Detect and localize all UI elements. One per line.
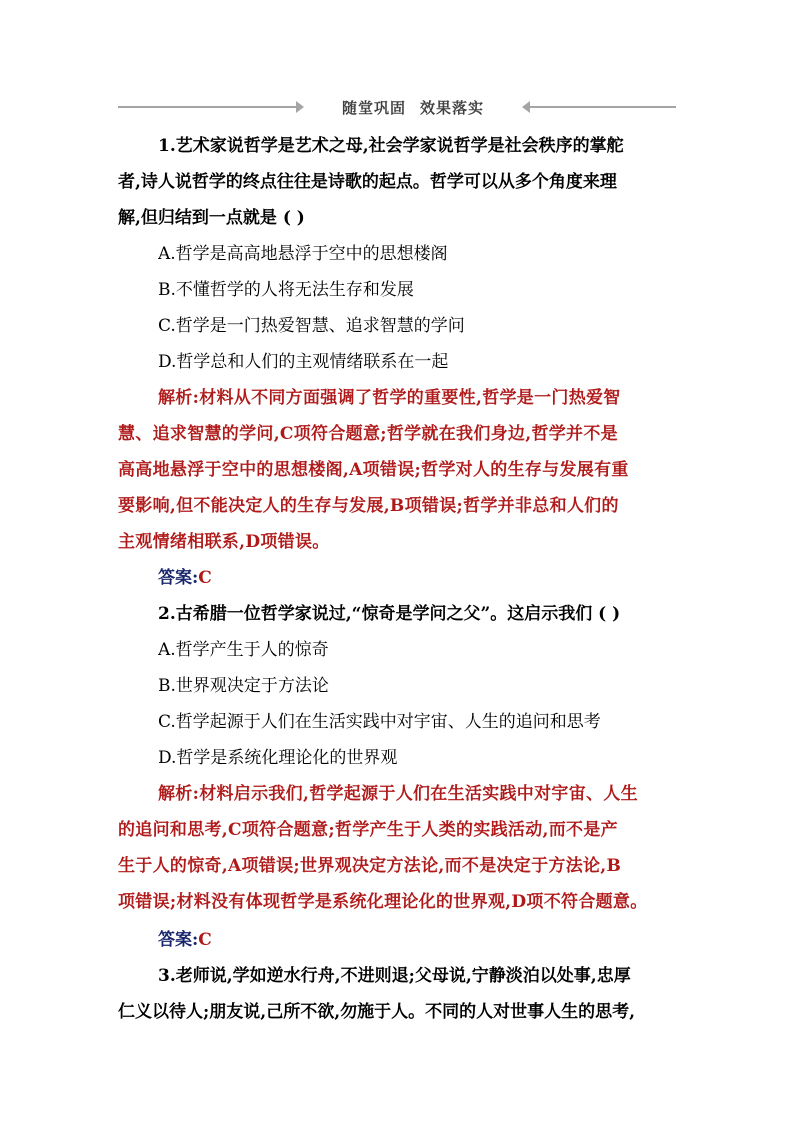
analysis-text: 材料从不同方面强调了哲学的重要性,哲学是一门热爱智 [199, 388, 621, 408]
analysis-label: 解析: [158, 388, 200, 408]
question-1-analysis-line-1 [158, 386, 678, 410]
analysis-text: 材料启示我们,哲学起源于人们在生活实践中对宇宙、人生 [199, 784, 638, 804]
question-1-analysis-line-2: 慧、追求智慧的学问,C项符合题意;哲学就在我们身边,哲学并不是 [118, 424, 618, 444]
question-2-option-b: B.世界观决定于方法论 [158, 676, 329, 696]
question-2-stem-line-1: 2.古希腊一位哲学家说过,“惊奇是学问之父”。这启示我们 ( ) [158, 604, 621, 624]
question-1-option-c: C.哲学是一门热爱智慧、追求智慧的学问 [158, 316, 465, 336]
question-2-answer [158, 928, 678, 952]
question-2-analysis-line-1 [158, 782, 678, 806]
question-1-answer [158, 566, 678, 590]
question-2-option-c: C.哲学起源于人们在生活实践中对宇宙、人生的追问和思考 [158, 712, 601, 732]
header-cap-left [296, 101, 304, 113]
question-1-analysis-line-4: 要影响,但不能决定人的生存与发展,B项错误;哲学并非总和人们的 [118, 496, 619, 516]
question-2-option-d: D.哲学是系统化理论化的世界观 [158, 748, 398, 768]
header-rule-right [530, 106, 676, 108]
question-2-analysis-line-2: 的追问和思考,C项符合题意;哲学产生于人类的实践活动,而不是产 [118, 820, 618, 840]
answer-label: 答案: [158, 930, 199, 950]
question-1-stem-line-3: 解,但归结到一点就是 ( ) [118, 208, 305, 228]
question-1-option-b: B.不懂哲学的人将无法生存和发展 [158, 280, 414, 300]
question-3-stem-line-2: 仁义以待人;朋友说,己所不欲,勿施于人。不同的人对世事人生的思考, [118, 1002, 636, 1022]
answer-value: C [198, 930, 212, 950]
question-2-option-a: A.哲学产生于人的惊奇 [158, 640, 329, 660]
answer-label: 答案: [158, 568, 199, 588]
section-header [118, 96, 676, 118]
question-3-stem-line-1: 3.老师说,学如逆水行舟,不进则退;父母说,宁静淡泊以处事,忠厚 [158, 966, 631, 986]
question-1-option-a: A.哲学是高高地悬浮于空中的思想楼阁 [158, 244, 448, 264]
question-1-option-d: D.哲学总和人们的主观情绪联系在一起 [158, 352, 449, 372]
question-1-analysis-line-3: 高高地悬浮于空中的思想楼阁,A项错误;哲学对人的生存与发展有重 [118, 460, 629, 480]
section-title [308, 96, 518, 118]
question-2-analysis-line-3: 生于人的惊奇,A项错误;世界观决定方法论,而不是决定于方法论,B [118, 856, 622, 876]
question-2-analysis-line-4: 项错误;材料没有体现哲学是系统化理论化的世界观,D项不符合题意。 [118, 892, 648, 912]
question-1-stem-line-1: 1.艺术家说哲学是艺术之母,社会学家说哲学是社会秩序的掌舵 [158, 136, 624, 156]
section-title-part1: 随堂巩固 [341, 98, 406, 117]
analysis-label: 解析: [158, 784, 200, 804]
answer-value: C [198, 568, 212, 588]
header-rule-left [118, 106, 296, 108]
question-1-analysis-line-5: 主观情绪相联系,D项错误。 [118, 532, 330, 552]
section-title-part2: 效果落实 [420, 98, 485, 117]
question-1-stem-line-2: 者,诗人说哲学的终点往往是诗歌的起点。哲学可以从多个角度来理 [118, 172, 617, 192]
header-cap-right [522, 101, 530, 113]
